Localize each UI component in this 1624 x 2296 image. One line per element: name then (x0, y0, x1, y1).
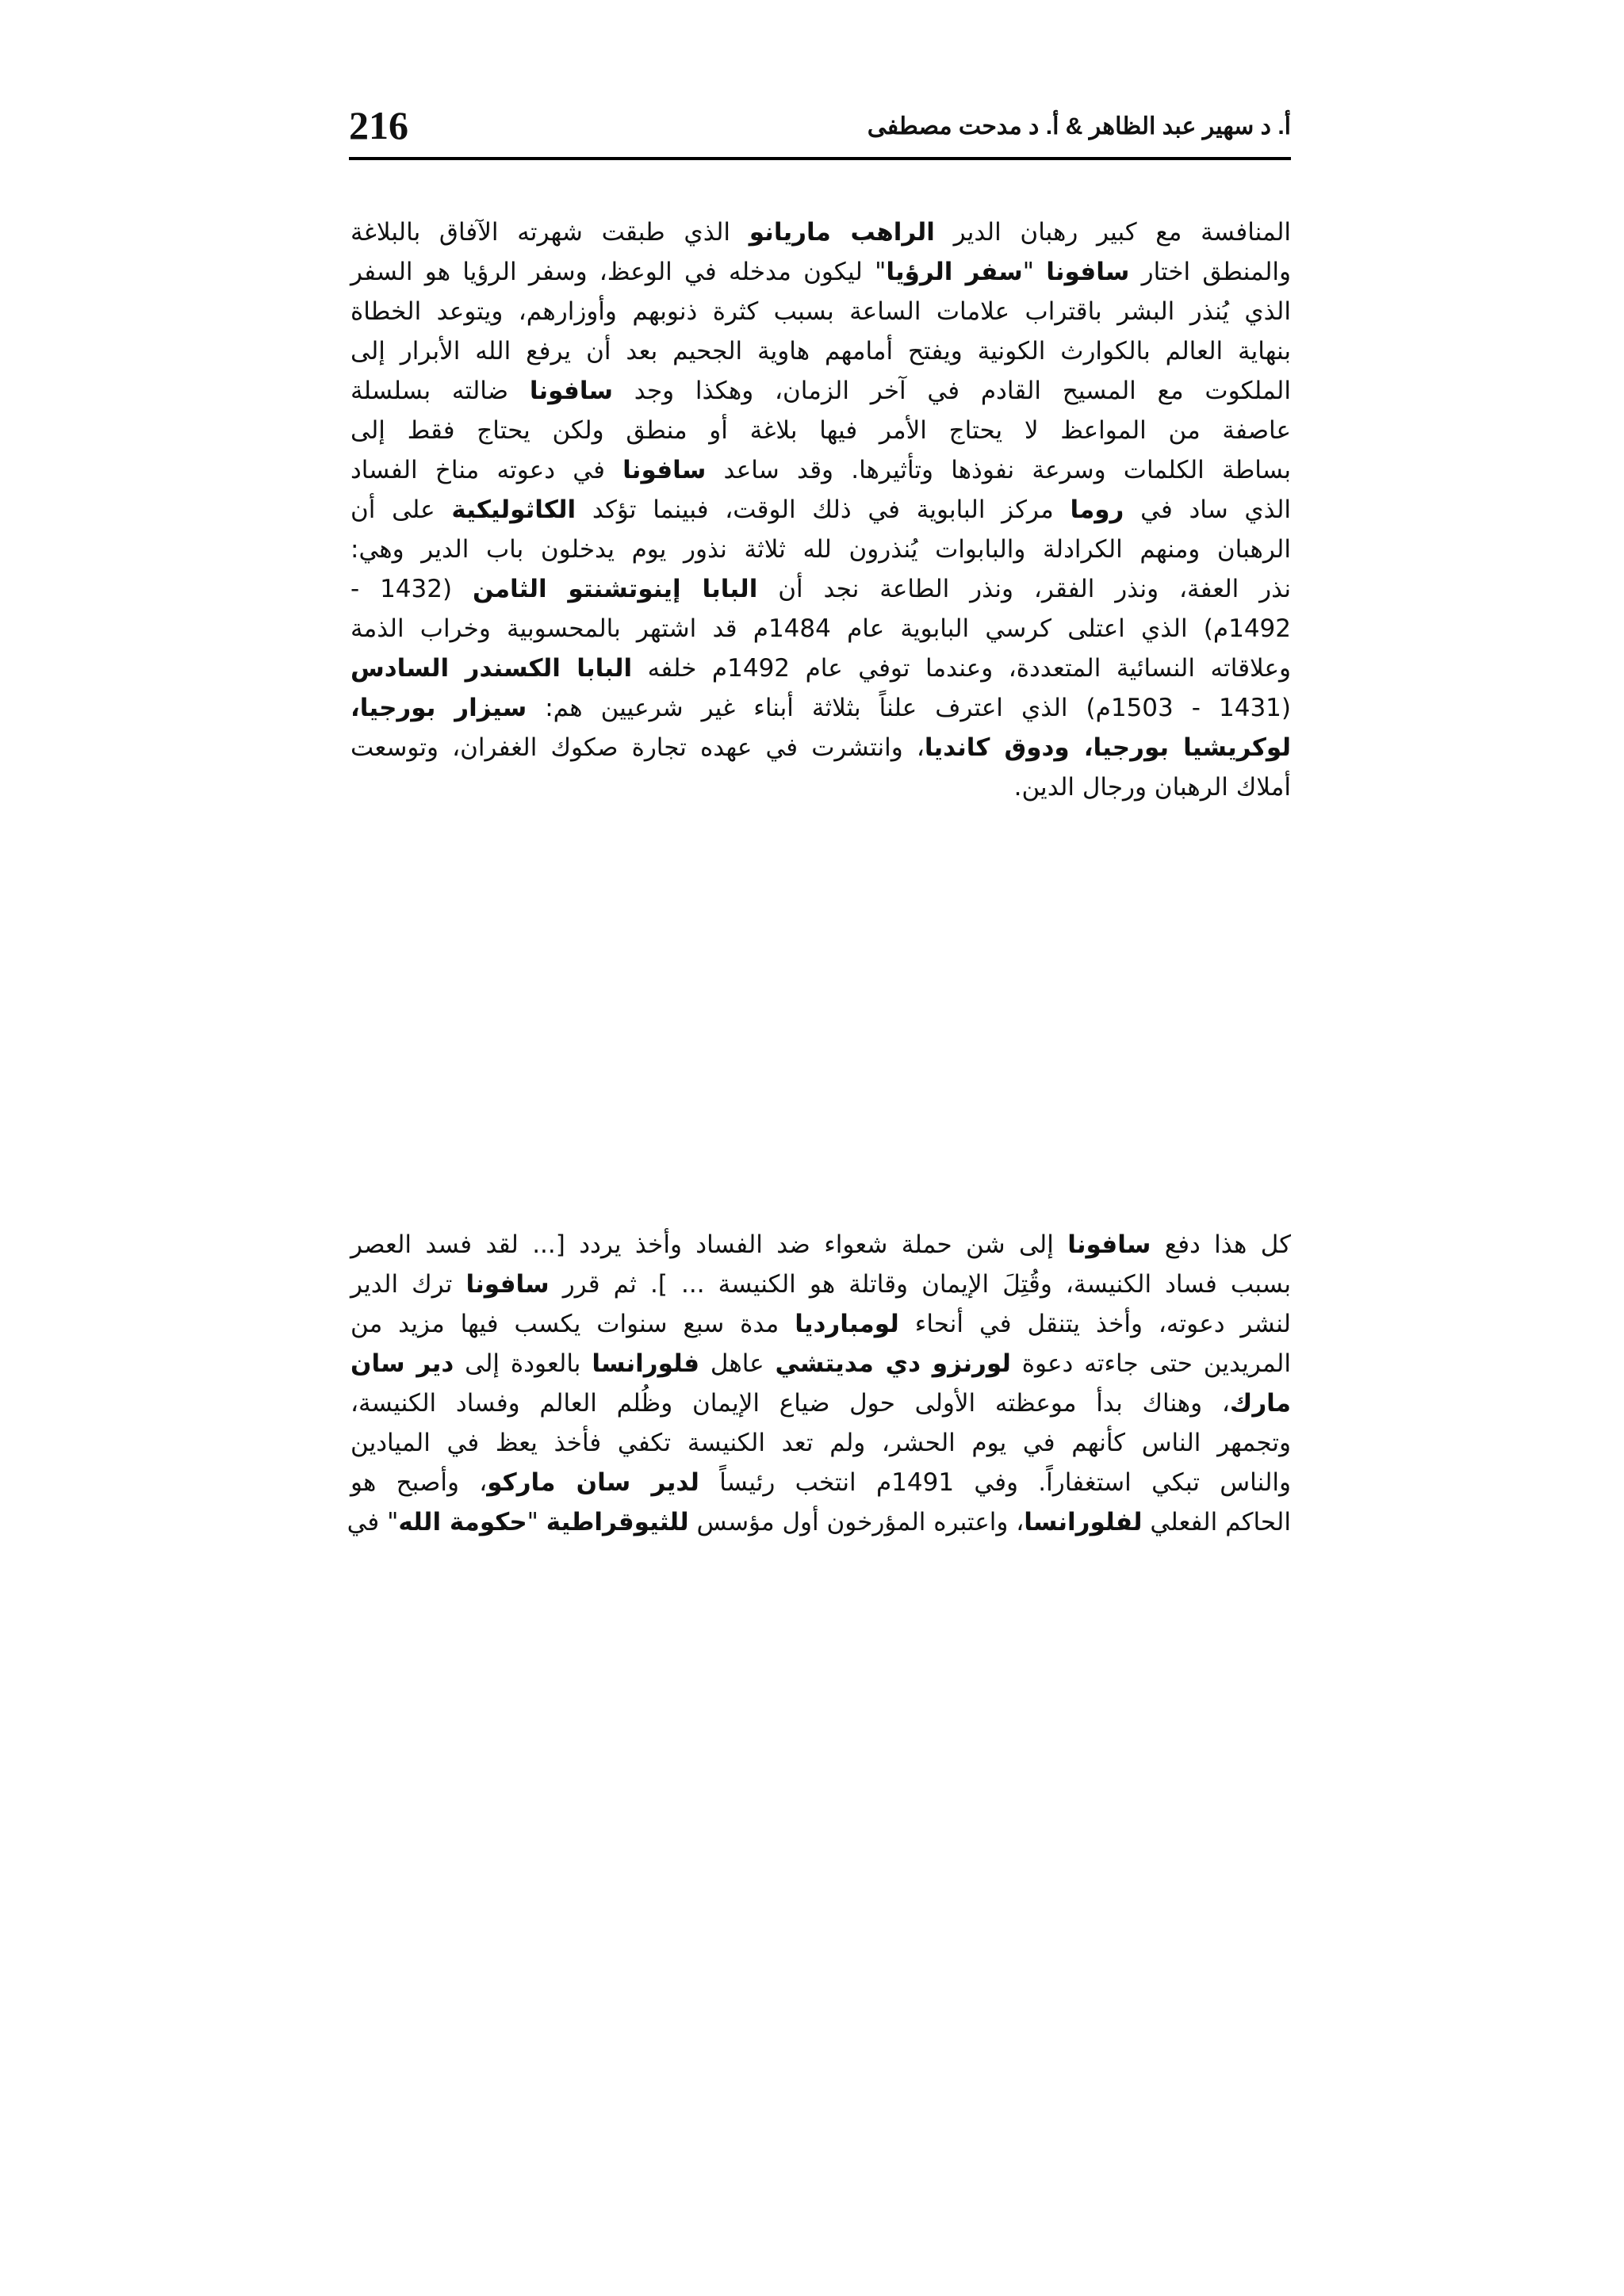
paragraph-1 (350, 212, 1291, 807)
paragraph-2 (347, 1225, 1291, 1542)
bold-term: لدير سان ماركو (487, 1468, 699, 1497)
text-run: نذر العفة، ونذر الفقر، ونذر الطاعة نجد أن (757, 575, 1291, 603)
text-run: وتجمهر الناس كأنهم في يوم الحشر، ولم تعد الكنيسة تكفي فأخذ يعظ في الميادين (350, 1429, 1291, 1457)
text-line (350, 411, 1291, 450)
running-title: أ. د سهير عبد الظاهر & أ. د مدحت مصطفى (867, 113, 1291, 140)
text-run: على أن (350, 496, 452, 524)
text-line (350, 728, 1291, 767)
text-run: الذي طبقت شهرته الآفاق بالبلاغة (350, 218, 749, 247)
text-run: وعلاقاته النسائية المتعددة، وعندما توفي عام 1492م خلفه (632, 654, 1291, 683)
text-run: بسبب فساد الكنيسة، وقُتِلَ الإيمان وقاتلة هو الكنيسة ... ]. ثم قرر (549, 1270, 1291, 1299)
text-line (350, 490, 1291, 530)
text-run: ، وأصبح هو (350, 1468, 488, 1497)
text-run: بساطة الكلمات وسرعة نفوذها وتأثيرها. وقد ساعد (706, 456, 1291, 484)
text-run: بالعودة إلى (454, 1349, 592, 1378)
text-run: والناس تبكي استغفاراً. وفي 1491م انتخب رئيساً (699, 1468, 1291, 1497)
bold-term: روما (1070, 496, 1124, 524)
bold-term: لفلورانسا (1024, 1508, 1143, 1536)
page-number: 216 (349, 103, 408, 147)
bold-term: لومبارديا (795, 1310, 899, 1338)
text-run: 1492م) الذي اعتلى كرسي البابوية عام 1484م قد اشتهر بالمحسوبية وخراب الذمة (350, 614, 1291, 643)
text-run: بنهاية العالم بالكوارث الكونية ويفتح أمامهم هاوية الجحيم بعد أن يرفع الله الأبرار إلى (350, 337, 1291, 365)
bold-term: للثيوقراطية (546, 1508, 689, 1536)
bold-term: لورنزو دي مديتشي (775, 1349, 1011, 1378)
bold-term: سافونا (465, 1270, 550, 1299)
text-run: لنشر دعوته، وأخذ يتنقل في أنحاء (898, 1310, 1291, 1338)
text-run: في دعوته مناخ الفساد (350, 456, 623, 484)
text-run: إلى شن حملة شعواء ضد الفساد وأخذ يردد [... لقد فسد العصر (350, 1230, 1068, 1259)
bold-term: الراهب ماريانو (749, 218, 935, 247)
text-line (350, 371, 1291, 411)
text-run: (1431 - 1503م) الذي اعترف علناً بثلاثة أبناء غير شرعيين هم: (527, 694, 1292, 722)
bold-term: سفر الرؤيا (886, 258, 1023, 286)
bold-term: دير سان (350, 1349, 454, 1378)
bold-term: البابا الكسندر السادس (350, 654, 633, 683)
text-line (350, 331, 1291, 371)
bold-term: لوكريشيا بورجيا، ودوق كانديا (924, 733, 1291, 762)
text-run: ترك الدير (350, 1270, 466, 1299)
text-run: مدة سبع سنوات يكسب فيها مزيد من (350, 1310, 795, 1338)
bold-term: سافونا (529, 377, 613, 405)
text-run: والمنطق اختار (1129, 258, 1291, 286)
text-run: ، واعتبره المؤرخون أول مؤسس (688, 1508, 1025, 1536)
header-rule (349, 157, 1291, 160)
bold-term: سافونا (1046, 258, 1130, 286)
text-run: " (1022, 258, 1047, 286)
text-line (350, 1383, 1291, 1423)
bold-term: سافونا (1067, 1230, 1151, 1259)
text-line (350, 1344, 1291, 1383)
text-run: " في (347, 1508, 399, 1536)
text-line (350, 569, 1291, 609)
text-run: مركز البابوية في ذلك الوقت، فبينما تؤكد (576, 496, 1071, 524)
text-line (350, 212, 1291, 252)
text-run: عاهل (699, 1349, 776, 1378)
text-run: (1432 - (350, 575, 473, 603)
bold-term: سيزار بورجيا، (350, 694, 527, 722)
text-run: " (527, 1508, 546, 1536)
text-run: الملكوت مع المسيح القادم في آخر الزمان، وهكذا وجد (612, 377, 1291, 405)
bold-term: الكاثوليكية (451, 496, 576, 524)
bold-term: سافونا (622, 456, 707, 484)
text-run: الذي ساد في (1124, 496, 1291, 524)
bold-term: حكومة الله (398, 1508, 527, 1536)
text-run: الحاكم الفعلي (1142, 1508, 1291, 1536)
bold-term: فلورانسا (592, 1349, 700, 1378)
text-line (350, 649, 1291, 688)
bold-term: البابا إينوتشنتو الثامن (472, 575, 758, 603)
text-line (350, 530, 1291, 569)
text-run: كل هذا دفع (1151, 1230, 1291, 1259)
text-line (350, 767, 1291, 807)
text-line (347, 1502, 1291, 1542)
text-line (350, 609, 1291, 649)
text-run: ضالته بسلسلة (350, 377, 530, 405)
text-run: الرهبان ومنهم الكرادلة والبابوات يُنذرون لله ثلاثة نذور يوم يدخلون باب الدير وهي: (350, 535, 1291, 564)
text-line (350, 1265, 1291, 1304)
text-run: ، وهناك بدأ موعظته الأولى حول ضياع الإيمان وظُلم العالم وفساد الكنيسة، (350, 1389, 1230, 1418)
text-line (350, 1304, 1291, 1344)
text-line (350, 1225, 1291, 1265)
text-line (350, 292, 1291, 331)
text-run: المريدين حتى جاءته دعوة (1010, 1349, 1291, 1378)
text-run: ، وانتشرت في عهده تجارة صكوك الغفران، وتوسعت (350, 733, 925, 762)
page-header (349, 95, 1291, 152)
text-run: المنافسة مع كبير رهبان الدير (934, 218, 1291, 247)
bold-term: مارك (1229, 1389, 1291, 1418)
text-line (350, 252, 1291, 292)
text-line (350, 1463, 1291, 1502)
text-run: الذي يُنذر البشر باقتراب علامات الساعة بسبب كثرة ذنوبهم وأوزارهم، ويتوعد الخطاة (350, 297, 1291, 326)
text-line (350, 450, 1291, 490)
text-run: أملاك الرهبان ورجال الدين. (1013, 773, 1291, 802)
text-line (350, 688, 1291, 728)
text-line (350, 1423, 1291, 1463)
text-run: " ليكون مدخله في الوعظ، وسفر الرؤيا هو السفر (350, 258, 887, 286)
text-run: عاصفة من المواعظ لا يحتاج الأمر فيها بلاغة أو منطق ولكن يحتاج فقط إلى (350, 416, 1291, 445)
